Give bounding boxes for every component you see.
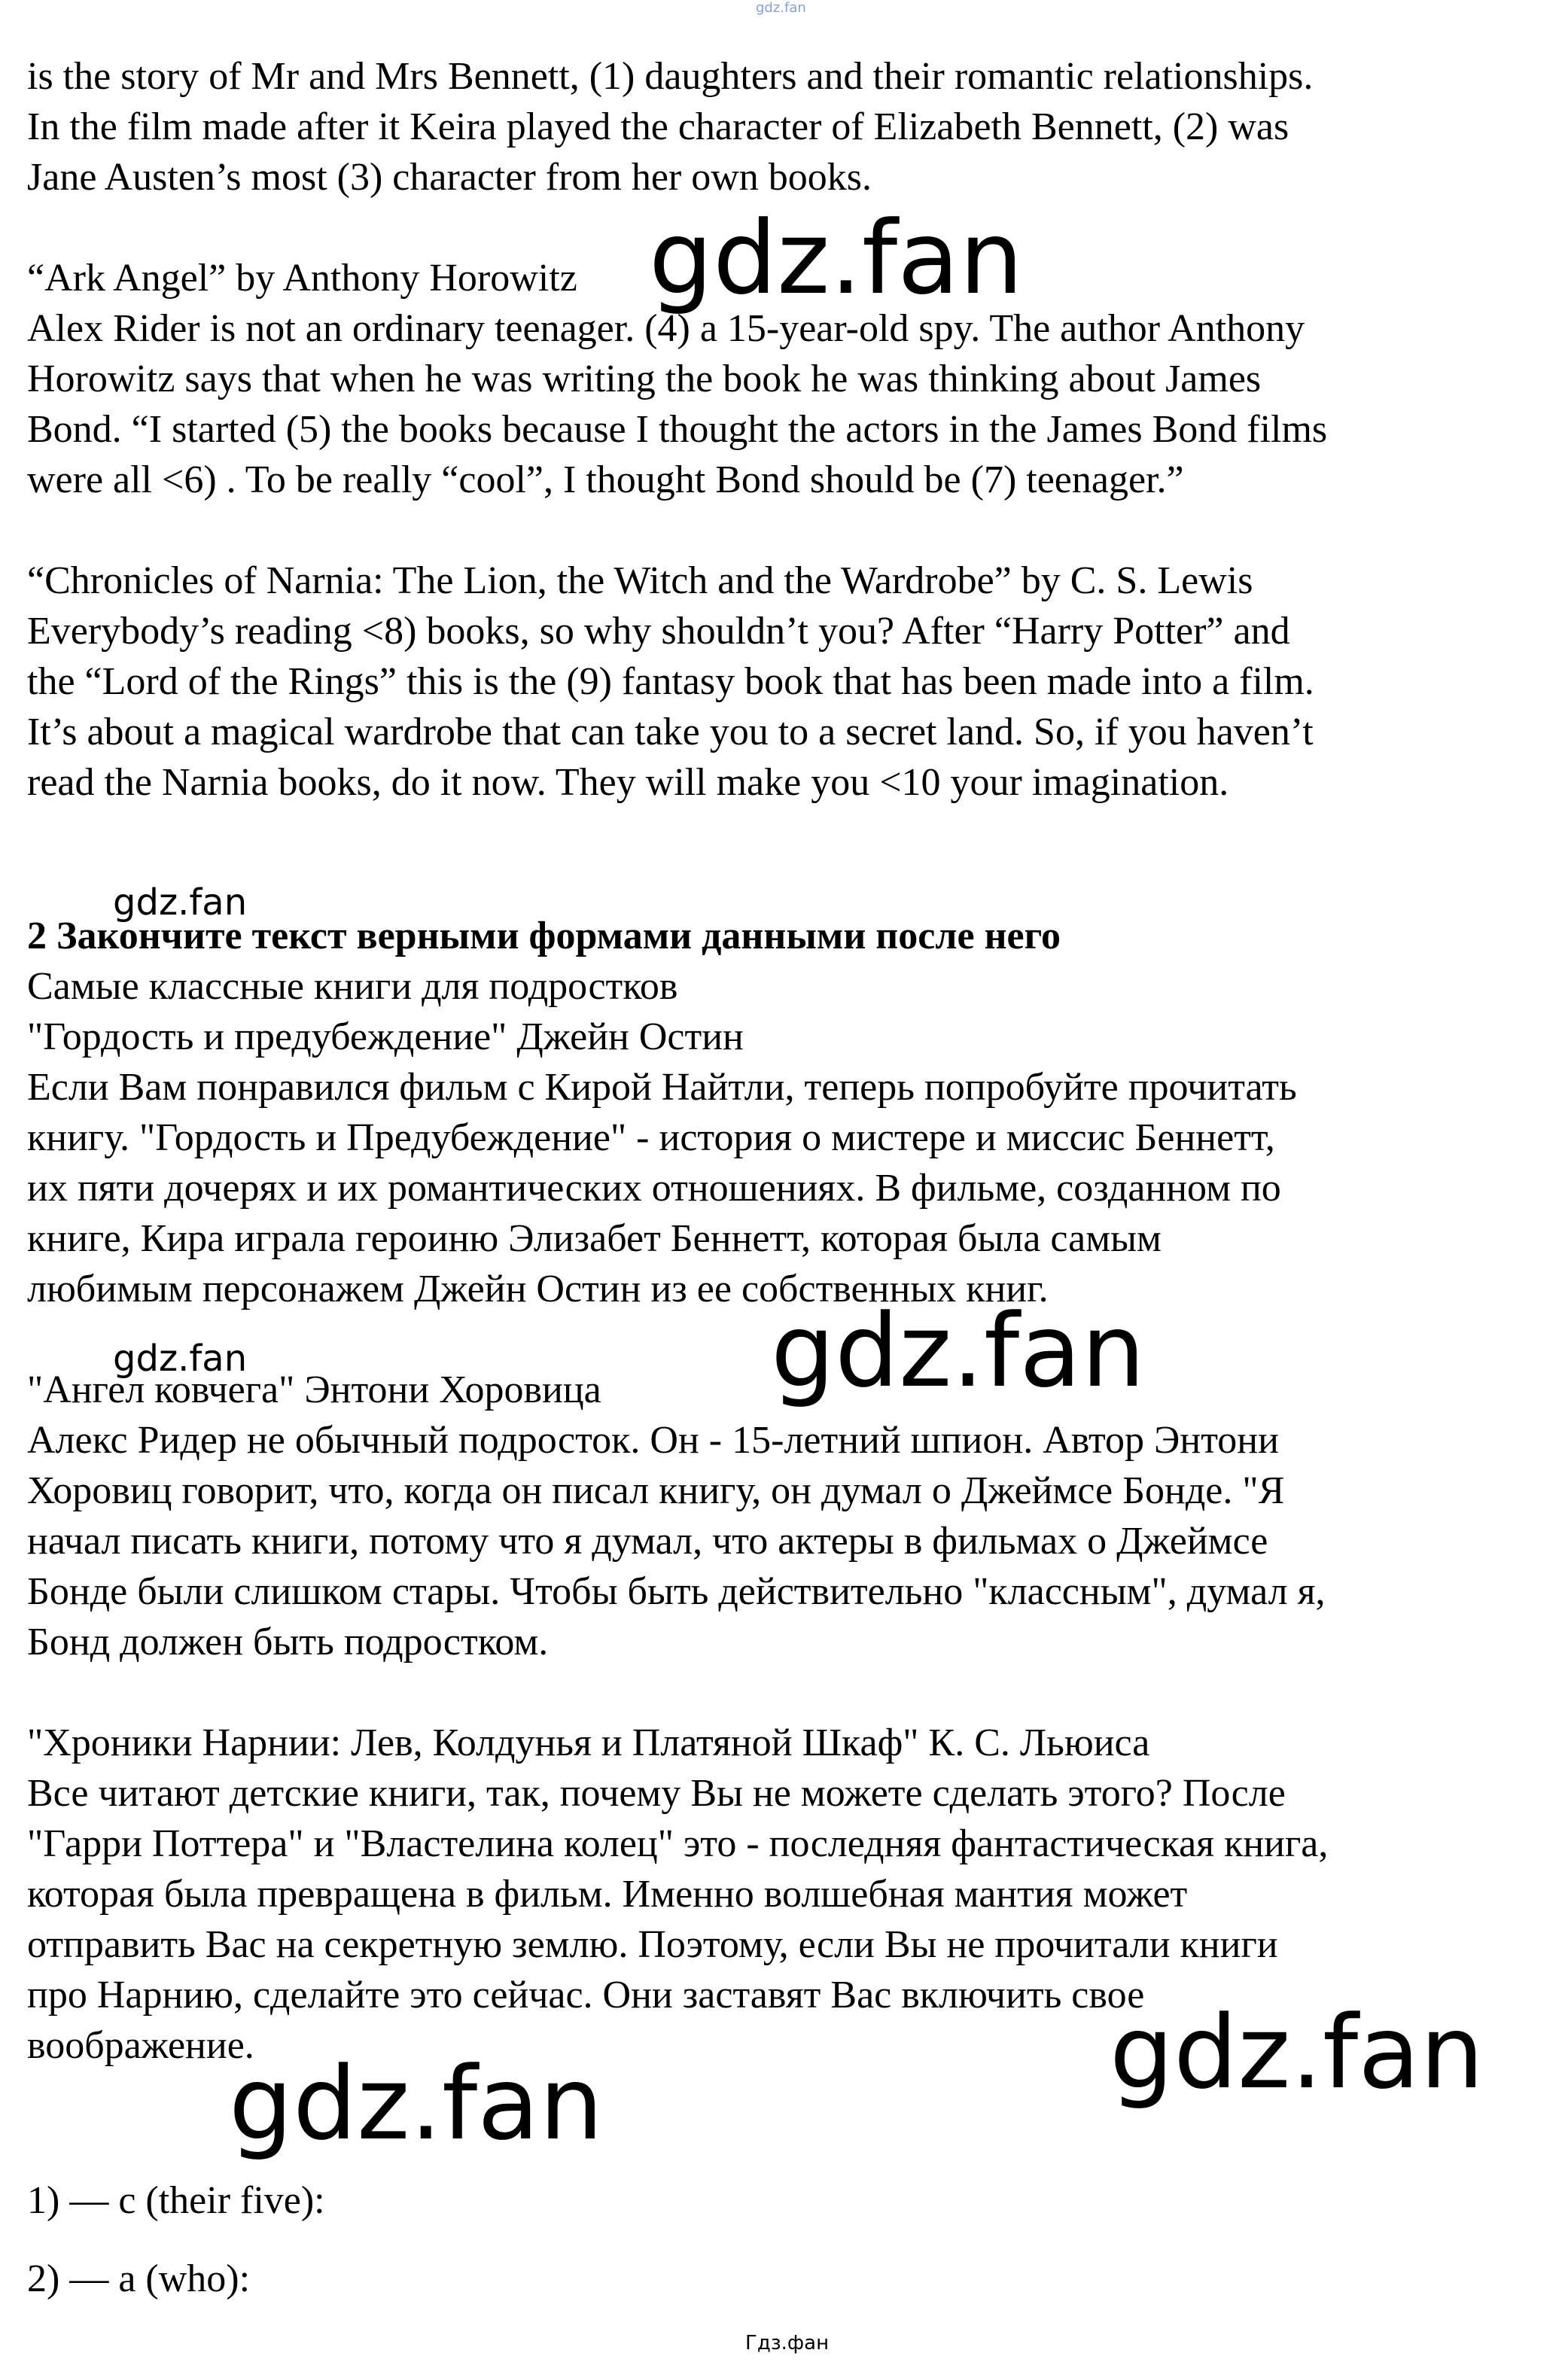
watermark: gdz.fan [649, 199, 1024, 317]
paragraph-line: их пяти дочерях и их романтических отношениях. В фильме, созданном по [27, 1167, 1281, 1210]
paragraph-line: книге, Кира играла героиню Элизабет Беннетт, которая была самым [27, 1217, 1162, 1260]
paragraph-line: Хоровиц говорит, что, когда он писал книгу, он думал о Джеймсе Бонде. "Я [27, 1469, 1285, 1512]
paragraph-line: Все читают детские книги, так, почему Вы не можете сделать этого? После [27, 1772, 1286, 1815]
paragraph-line: is the story of Mr and Mrs Bennett, (1) daughters and their romantic relationships. [27, 55, 1314, 98]
section-title: "Гордость и предубеждение" Джейн Остин [27, 1015, 744, 1058]
paragraph-line: Если Вам понравился фильм с Кирой Найтли, теперь попробуйте прочитать [27, 1066, 1297, 1109]
section-title: "Хроники Нарнии: Лев, Колдунья и Платяной Шкаф" К. С. Льюиса [27, 1721, 1150, 1764]
paragraph-line: отправить Вас на секретную землю. Поэтому, если Вы не прочитали книги [27, 1923, 1278, 1966]
section-title: “Chronicles of Narnia: The Lion, the Witch and the Wardrobe” by C. S. Lewis [27, 559, 1253, 602]
paragraph-line: It’s about a magical wardrobe that can take you to a secret land. So, if you haven’t [27, 711, 1314, 753]
watermark: gdz.fan [113, 881, 248, 924]
paragraph-line: the “Lord of the Rings” this is the (9) fantasy book that has been made into a film. [27, 660, 1314, 703]
answer-item: 2) — a (who): [27, 2257, 251, 2300]
paragraph-line: Alex Rider is not an ordinary teenager. (4) a 15-year-old spy. The author Anthony [27, 307, 1305, 350]
task-heading: 2 Закончите текст верными формами данными после него [27, 915, 1061, 957]
paragraph-line: воображение. [27, 2024, 254, 2067]
section-title: “Ark Angel” by Anthony Horowitz [27, 257, 577, 300]
paragraph-line: In the film made after it Keira played the character of Elizabeth Bennett, (2) was [27, 105, 1289, 148]
paragraph-line: Horowitz says that when he was writing the book he was thinking about James [27, 358, 1262, 400]
paragraph-line: любимым персонажем Джейн Остин из ее собственных книг. [27, 1268, 1049, 1310]
answer-item: 1) — c (their five): [27, 2179, 325, 2222]
paragraph-line: read the Narnia books, do it now. They will make you <10 your imagination. [27, 761, 1229, 804]
watermark: gdz.fan [771, 1292, 1146, 1410]
paragraph-line: "Гарри Поттера" и "Властелина колец" это - последняя фантастическая книга, [27, 1822, 1329, 1865]
watermark: gdz.fan [229, 2045, 604, 2163]
paragraph-line: Bond. “I started (5) the books because I thought the actors in the James Bond films [27, 408, 1328, 451]
paragraph-line: которая была превращена в фильм. Именно волшебная мантия может [27, 1873, 1188, 1916]
paragraph-line: Бонд должен быть подростком. [27, 1621, 549, 1663]
paragraph-line: начал писать книги, потому что я думал, что актеры в фильмах о Джеймсе [27, 1520, 1268, 1563]
footer-label: Гдз.фан [745, 2332, 830, 2354]
paragraph-line: книгу. "Гордость и Предубеждение" - история о мистере и миссис Беннетт, [27, 1116, 1275, 1159]
paragraph-line: про Нарнию, сделайте это сейчас. Они заставят Вас включить свое [27, 1974, 1145, 2017]
paragraph-line: Everybody’s reading <8) books, so why shouldn’t you? After “Harry Potter” and [27, 610, 1290, 653]
paragraph-line: were all <6) . To be really “cool”, I thought Bond should be (7) teenager.” [27, 458, 1184, 501]
paragraph-line: Алекс Ридер не обычный подросток. Он - 15-летний шпион. Автор Энтони [27, 1419, 1279, 1462]
watermark: gdz.fan [1110, 1994, 1484, 2111]
subtitle: Самые классные книги для подростков [27, 965, 678, 1008]
top-watermark: gdz.fan [756, 0, 806, 16]
paragraph-line: Jane Austen’s most (3) character from her own books. [27, 156, 872, 199]
watermark: gdz.fan [113, 1338, 248, 1380]
section-title: "Ангел ковчега" Энтони Хоровица [27, 1368, 601, 1411]
paragraph-line: Бонде были слишком стары. Чтобы быть действительно "классным", думал я, [27, 1570, 1326, 1613]
